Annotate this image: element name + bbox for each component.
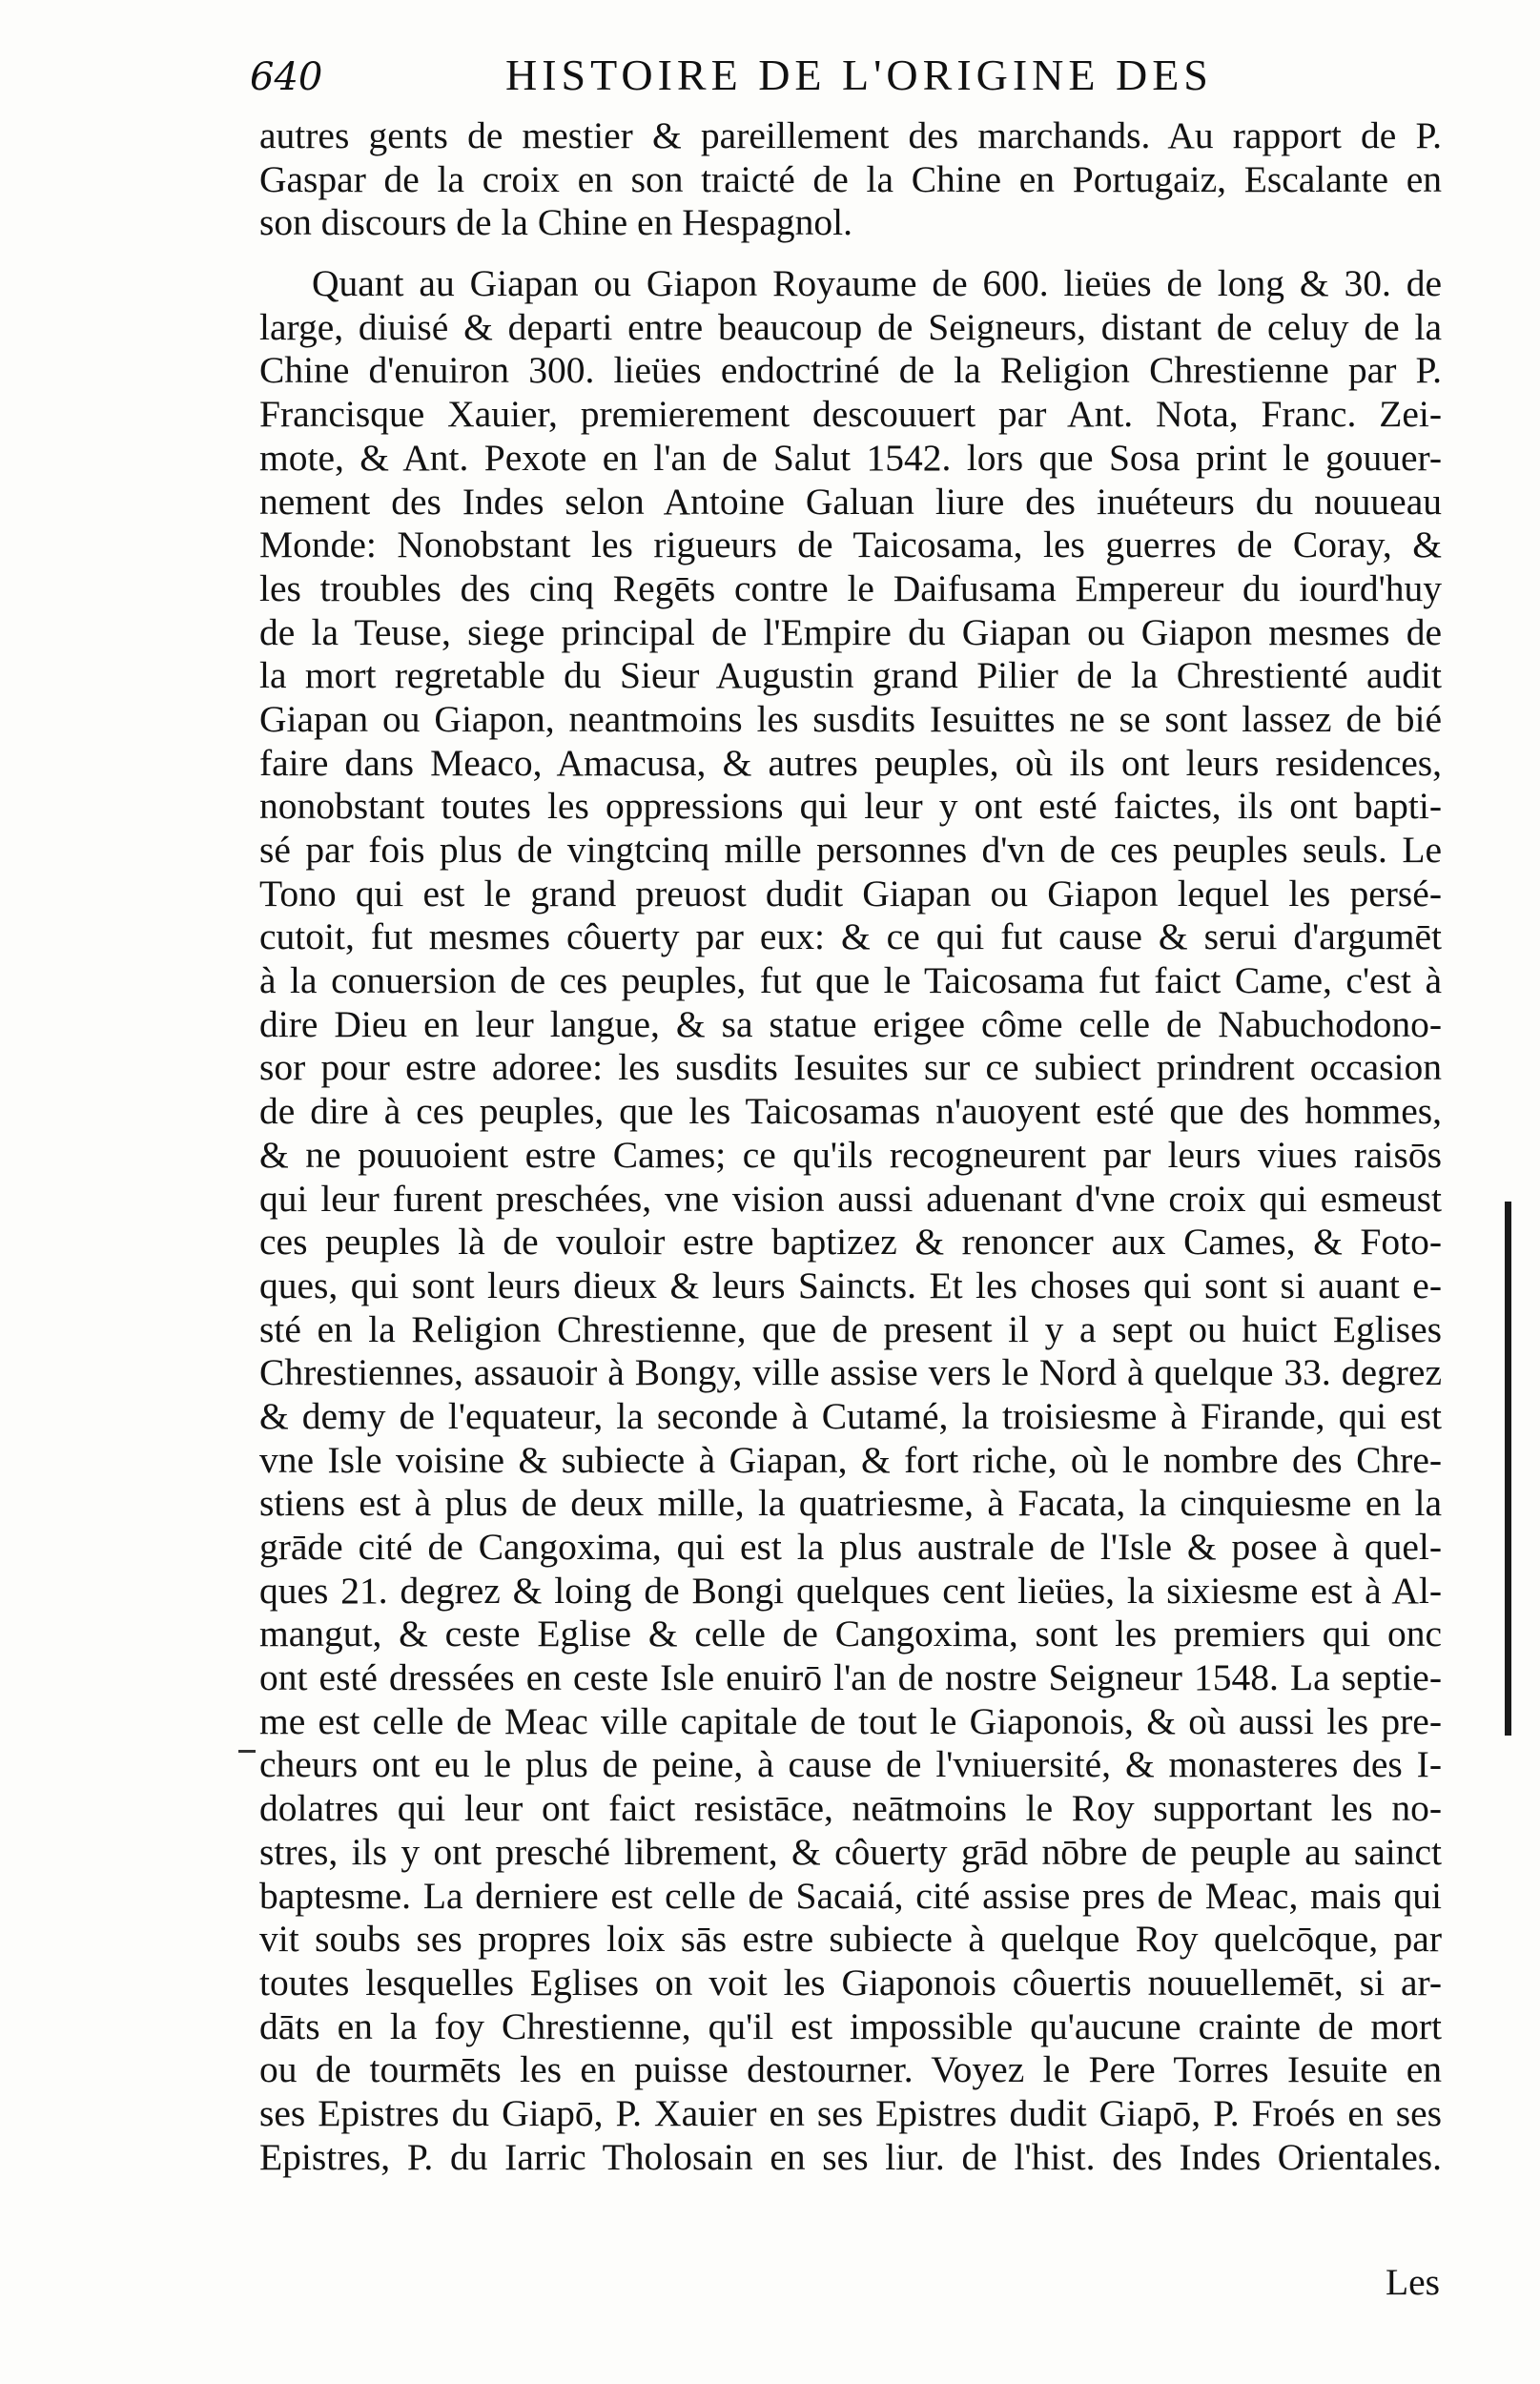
margin-mark (238, 1750, 256, 1753)
text-line: cheurs ont eu le plus de peine, à cause de l'vniuersité, & monasteres des I- (259, 1743, 1442, 1786)
text-line: ont esté dressées en ceste Isle enuirō l'an de nostre Seigneur 1548. La septie- (259, 1656, 1442, 1699)
text-line: large, diuisé & departi entre beaucoup de Seigneurs, distant de celuy de la (259, 305, 1442, 348)
catchword: Les (1385, 2261, 1440, 2303)
text-line: stres, ils y ont presché librement, & côuerty grād nōbre de peuple au sainct (259, 1830, 1442, 1873)
text-line: mangut, & ceste Eglise & celle de Cangoxima, sont les premiers qui onc (259, 1613, 1442, 1655)
text-line: Chrestiennes, assauoir à Bongy, ville assise vers le Nord à quelque 33. degrez (259, 1351, 1442, 1394)
page-edge-shadow (1505, 1202, 1511, 1736)
text-line: vit soubs ses propres loix sās estre subiecte à quelque Roy quelcōque, par (259, 1918, 1442, 1961)
text-line: faire dans Meaco, Amacusa, & autres peuples, où ils ont leurs residences, (259, 741, 1442, 784)
text-line: Epistres, P. du Iarric Tholosain en ses liur. de l'hist. des Indes Orientales. (259, 2135, 1442, 2178)
text-line: autres gents de mestier & pareillement des marchands. Au rapport de P. (259, 114, 1442, 156)
text-line: sor pour estre adoree: les susdits Iesuites sur ce subiect prindrent occasion (259, 1046, 1442, 1089)
body-text (259, 114, 1442, 2179)
text-line: Tono qui est le grand preuost dudit Giapan ou Giapon lequel les persé- (259, 872, 1442, 915)
text-line: nonobstant toutes les oppressions qui leur y ont esté faictes, ils ont bapti- (259, 785, 1442, 828)
text-line: Quant au Giapan ou Giapon Royaume de 600. lieües de long & 30. de (312, 262, 1442, 305)
text-line: à la conuersion de ces peuples, fut que le Taicosama fut faict Came, c'est à (259, 959, 1442, 1002)
text-line: cutoit, fut mesmes côuerty par eux: & ce qui fut cause & serui d'argumēt (259, 915, 1442, 958)
text-line: Chine d'enuiron 300. lieües endoctriné de la Religion Chrestienne par P. (259, 349, 1442, 392)
text-line: grāde cité de Cangoxima, qui est la plus australe de l'Isle & posee à quel- (259, 1526, 1442, 1568)
text-line: son discours de la Chine en Hespagnol. (259, 201, 853, 244)
text-line: ques, qui sont leurs dieux & leurs Saincts. Et les choses qui sont si auant e- (259, 1264, 1442, 1306)
text-line: stiens est à plus de deux mille, la quatriesme, à Facata, la cinquiesme en la (259, 1482, 1442, 1525)
text-line: nement des Indes selon Antoine Galuan liure des inuéteurs du nouueau (259, 480, 1442, 523)
text-line: & ne pouuoient estre Cames; ce qu'ils recogneurent par leurs viues raisōs (259, 1133, 1442, 1176)
text-line: ques 21. degrez & loing de Bongi quelques cent lieües, la sixiesme est à Al- (259, 1569, 1442, 1612)
text-line: sté en la Religion Chrestienne, que de present il y a sept ou huict Eglises (259, 1307, 1442, 1350)
text-line: toutes lesquelles Eglises on voit les Giaponois côuertis nouuellemēt, si ar- (259, 1961, 1442, 2004)
text-line: Francisque Xauier, premierement descouuert par Ant. Nota, Franc. Zei- (259, 393, 1442, 436)
text-line: les troubles des cinq Regēts contre le Daifusama Empereur du iourd'huy (259, 566, 1442, 609)
text-line: dāts en la foy Chrestienne, qu'il est impossible qu'aucune crainte de mort (259, 2004, 1442, 2047)
text-line: ces peuples là de vouloir estre baptizez & renoncer aux Cames, & Foto- (259, 1221, 1442, 1264)
text-line: dolatres qui leur ont faict resistāce, neātmoins le Roy supportant les no- (259, 1787, 1442, 1830)
running-head: HISTOIRE DE L'ORIGINE DES (505, 51, 1213, 99)
text-line: sé par fois plus de vingtcinq mille personnes d'vn de ces peuples seuls. Le (259, 829, 1442, 871)
text-line: ses Epistres du Giapō, P. Xauier en ses Epistres dudit Giapō, P. Froés en ses (259, 2091, 1442, 2134)
text-line: me est celle de Meac ville capitale de tout le Giaponois, & où aussi les pre- (259, 1699, 1442, 1742)
text-line: qui leur furent preschées, vne vision aussi aduenant d'vne croix qui esmeust (259, 1177, 1442, 1220)
text-line: vne Isle voisine & subiecte à Giapan, & fort riche, où le nombre des Chre- (259, 1438, 1442, 1481)
text-line: Monde: Nonobstant les rigueurs de Taicosama, les guerres de Coray, & (259, 524, 1442, 566)
text-line: dire Dieu en leur langue, & sa statue erigee côme celle de Nabuchodono- (259, 1002, 1442, 1045)
text-line: ou de tourmēts les en puisse destourner. Voyez le Pere Torres Iesuite en (259, 2048, 1442, 2091)
text-line: mote, & Ant. Pexote en l'an de Salut 1542. lors que Sosa print le gouuer- (259, 436, 1442, 479)
text-line: Gaspar de la croix en son traicté de la Chine en Portugaiz, Escalante en (259, 157, 1442, 200)
text-line: de la Teuse, siege principal de l'Empire du Giapan ou Giapon mesmes de (259, 610, 1442, 653)
text-line: de dire à ces peuples, que les Taicosamas n'auoyent esté que des hommes, (259, 1090, 1442, 1133)
text-line: & demy de l'equateur, la seconde à Cutamé, la troisiesme à Firande, qui est (259, 1394, 1442, 1437)
text-line: la mort regretable du Sieur Augustin grand Pilier de la Chrestienté audit (259, 654, 1442, 697)
text-line: baptesme. La derniere est celle de Sacaiá, cité assise pres de Meac, mais qui (259, 1874, 1442, 1917)
page-number: 640 (250, 55, 323, 99)
text-line: Giapan ou Giapon, neantmoins les susdits Iesuittes ne se sont lassez de bié (259, 697, 1442, 740)
